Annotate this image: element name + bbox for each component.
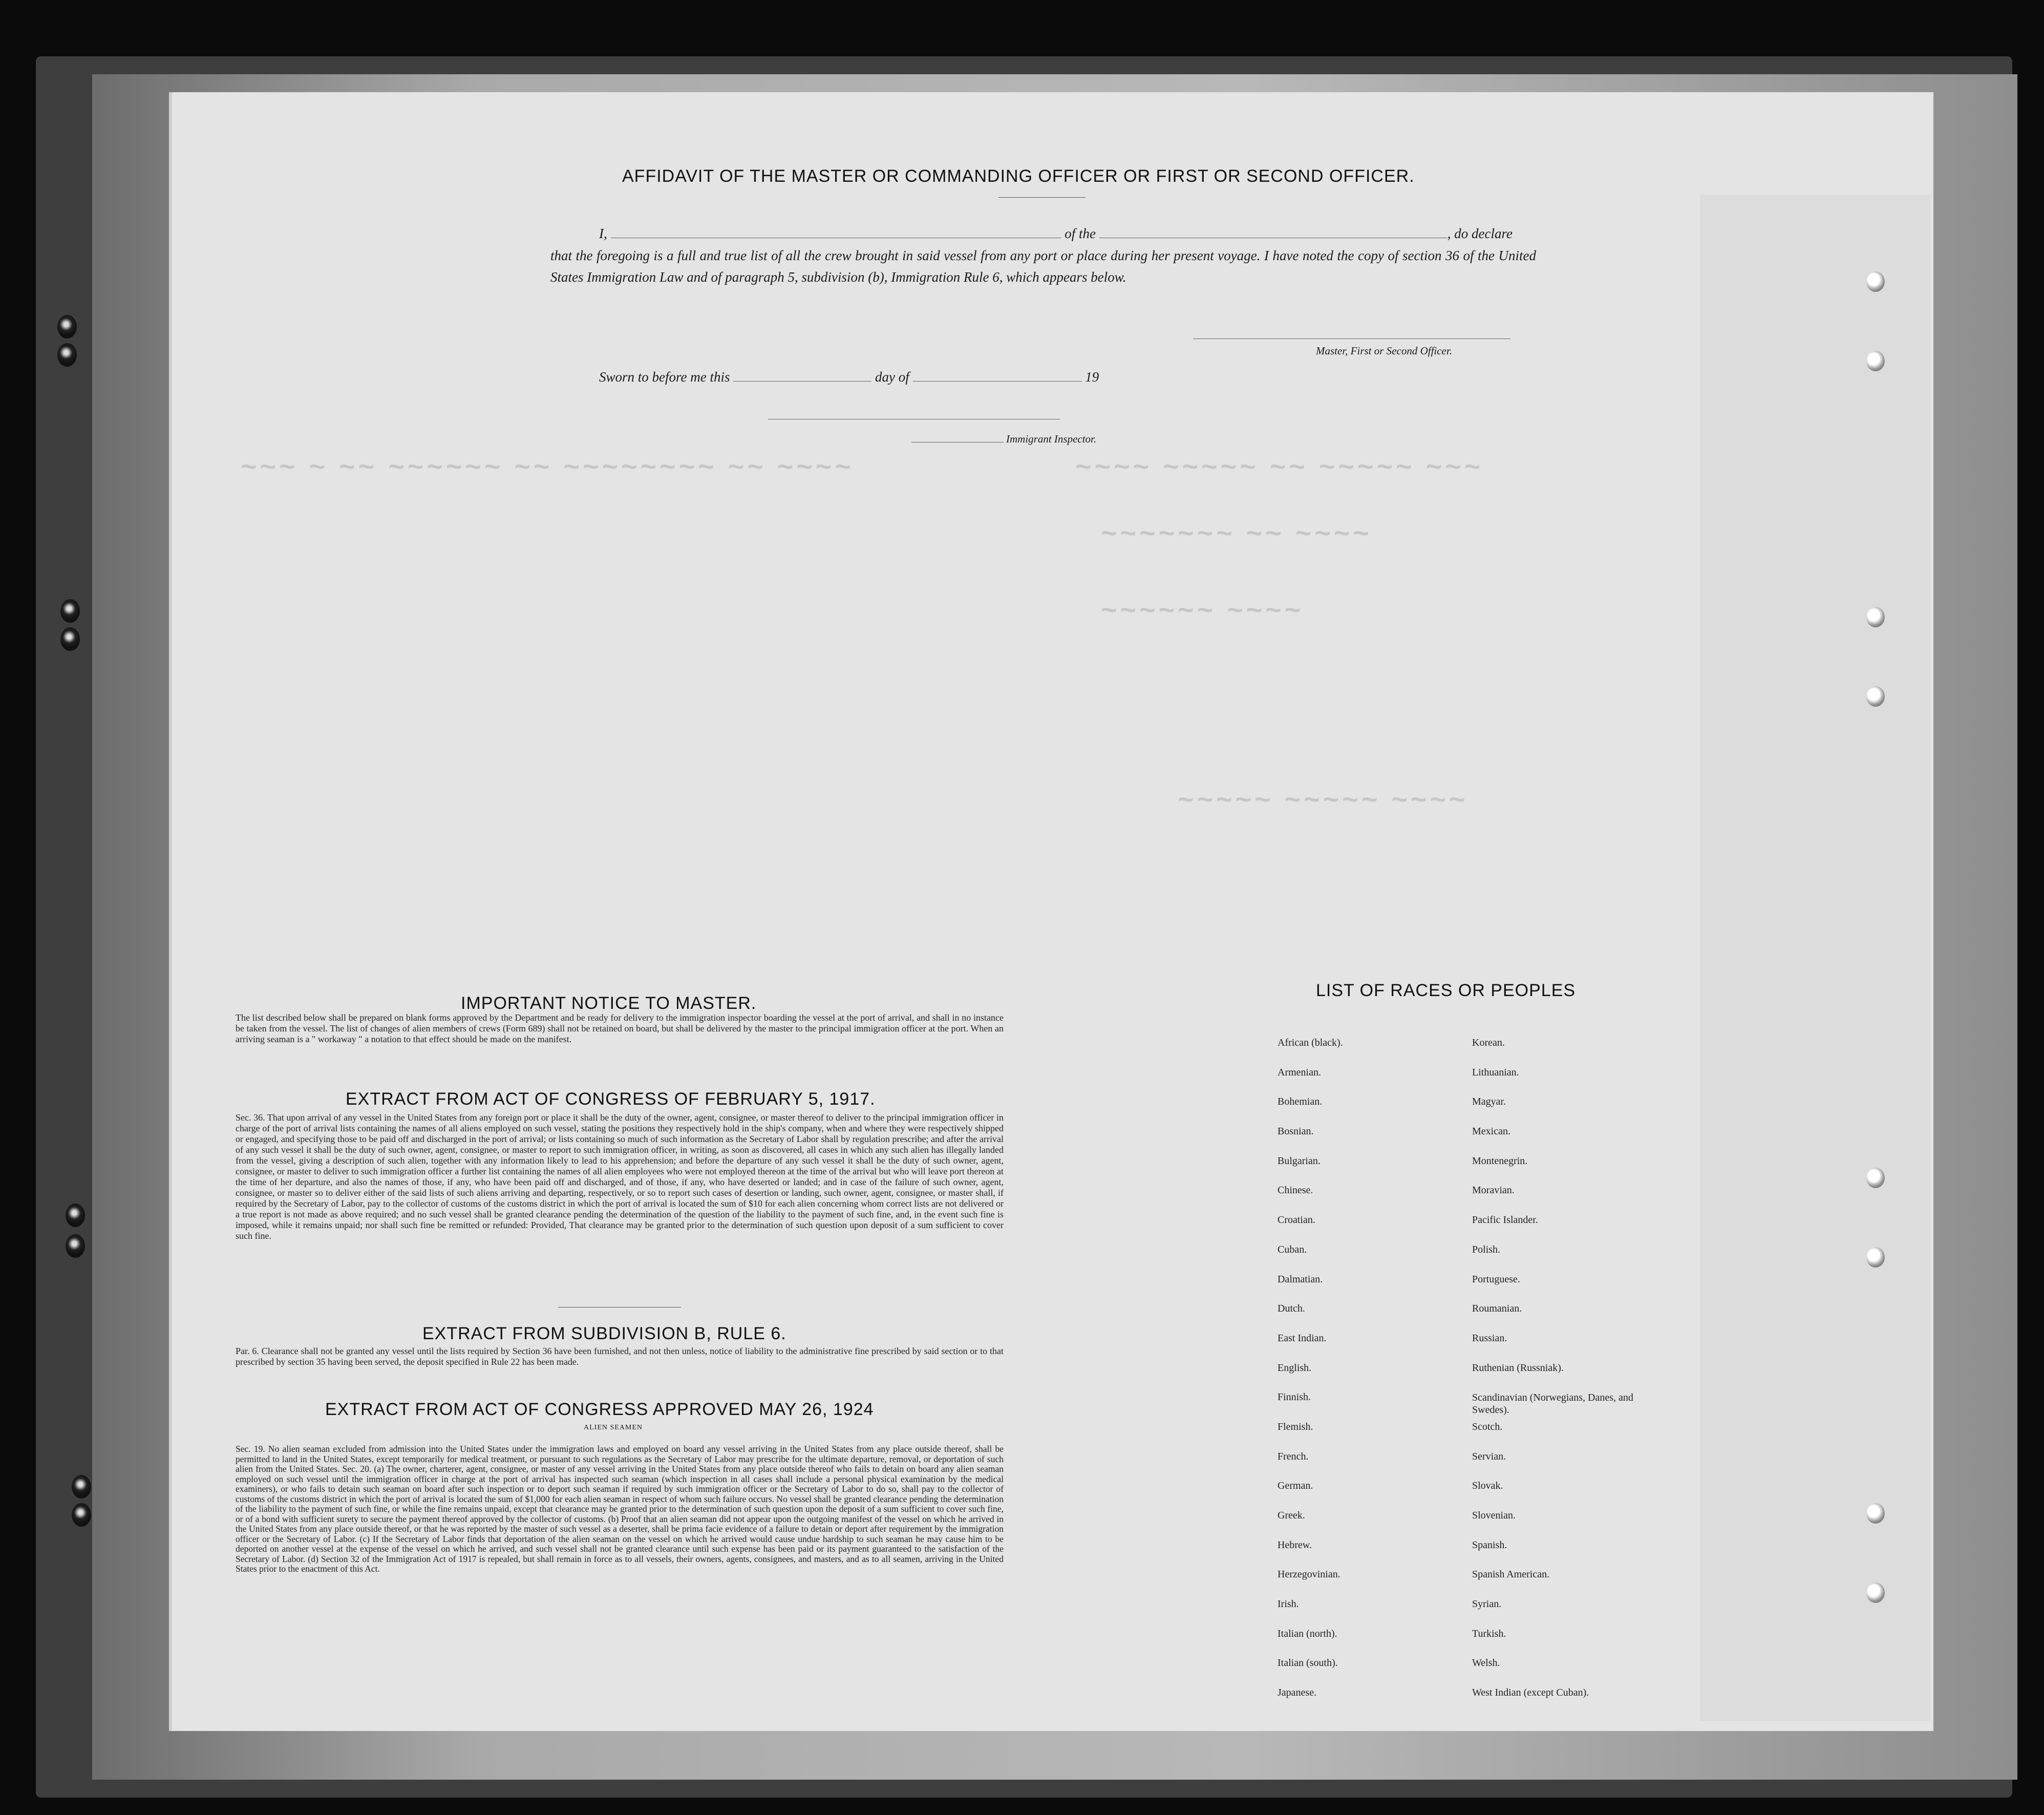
binder-hole	[57, 315, 77, 339]
of-the-label: of the	[1064, 226, 1096, 241]
race-item: French.	[1278, 1450, 1309, 1462]
punch-hole	[1866, 1168, 1885, 1188]
race-item: Ruthenian (Russniak).	[1472, 1362, 1564, 1374]
extract-rule6-title: EXTRACT FROM SUBDIVISION B, RULE 6.	[422, 1324, 786, 1343]
race-item: Greek.	[1278, 1510, 1305, 1521]
binder-hole	[60, 599, 80, 623]
race-item: Pacific Islander.	[1472, 1214, 1538, 1226]
affidavit-title: AFFIDAVIT OF THE MASTER OR COMMANDING OFFICER OR FIRST OR SECOND OFFICER.	[622, 166, 1415, 186]
extract-1917-text: Sec. 36. That upon arrival of any vessel in the United States from any foreign port or place it shall be the duty of the owner, agent, consignee, or master thereof to deliver to the principal immigration officer in charge of the port of arrival lists containing the names of all aliens employed on such vessel, stating the positions they respectively hold in the ship's company, when and where they were respectively shipped or engaged, and specifying those to be paid off and discharged in the port of arrival; or lists containing so much of such information as the Secretary of Labor shall by regulation prescribe; and after the arrival of any such vessel it shall be the duty of such owner, agent, consignee, or master to report to such immigration officer, in writing, as soon as discovered, all cases in which any such alien has illegally landed from the vessel, giving a description of such alien, together with any information likely to lead to his apprehension; and before the departure of any such vessel it shall be the duty of such owner, agent, consignee, or master to deliver to such immigration officer a further list containing the names of all alien employees who were not employed thereon at the time of the arrival but who will leave port thereon at the time of her departure, and also the names of those, if any, who have been paid off and discharged, and of those, if any, who have deserted or landed; and in case of the failure of such owner, agent, consignee, or master so to deliver either of the said lists of such aliens arriving and departing, respectively, or so to report such cases of desertion or landing, such owner, agent, consignee, or master shall, if required by the Secretary of Labor, pay to the collector of customs of the customs district in which the port of arrival is located the sum of $10 for each alien concerning whom correct lists are not delivered or a true report is not made as above required; and no such vessel shall be granted clearance pending the determination of the question of the liability to the payment of such fine, and, in the event such fine is imposed, while it remains unpaid; nor shall such fine be remitted or refunded: Provided, That clearance may be granted prior to the determination of such question upon deposit of a sum sufficient to cover such fine.	[236, 1112, 1004, 1241]
punch-hole	[1866, 271, 1885, 292]
binder-hole	[57, 343, 77, 367]
race-item: Armenian.	[1278, 1066, 1321, 1078]
races-title: LIST OF RACES OR PEOPLES	[1316, 981, 1576, 1000]
race-item: Slovenian.	[1472, 1510, 1516, 1521]
race-item: Mexican.	[1472, 1126, 1510, 1137]
race-item: Italian (south).	[1278, 1657, 1338, 1669]
race-item: Portuguese.	[1472, 1273, 1520, 1285]
race-item: Bulgarian.	[1278, 1155, 1321, 1167]
notice-title: IMPORTANT NOTICE TO MASTER.	[461, 994, 757, 1013]
race-item: Cuban.	[1278, 1243, 1307, 1255]
affidavit-declaration-line	[599, 223, 1513, 244]
race-item: Turkish.	[1472, 1628, 1506, 1639]
race-item: Dalmatian.	[1278, 1273, 1323, 1285]
race-item: Spanish American.	[1472, 1569, 1550, 1580]
punch-hole	[1866, 1247, 1885, 1268]
bleed-through: ~~~~~~ ~~~~	[1101, 595, 1304, 625]
race-item: Hebrew.	[1278, 1539, 1312, 1551]
binder-hole	[72, 1503, 91, 1527]
race-item: Herzegovinian.	[1278, 1569, 1340, 1580]
inspector-signature-field[interactable]	[768, 418, 1060, 419]
extract-1917-title: EXTRACT FROM ACT OF CONGRESS OF FEBRUARY 5, 1917.	[346, 1089, 876, 1109]
punch-hole	[1866, 1582, 1885, 1603]
extract-rule6-text: Par. 6. Clearance shall not be granted any vessel until the lists required by Section 36 have been furnished, and not then unless, notice of liability to the administrative fine prescribed by said section or to that prescribed by section 35 having been served, the deposit specified in Rule 22 has been made.	[236, 1346, 1004, 1367]
sworn-day-field[interactable]	[733, 381, 871, 382]
master-signature-field[interactable]	[1193, 338, 1510, 339]
race-item: Bosnian.	[1278, 1126, 1314, 1137]
binder-hole	[66, 1204, 85, 1227]
race-item: Moravian.	[1472, 1185, 1515, 1196]
bleed-through: ~~~~~ ~~~~~ ~~~~	[1178, 784, 1468, 815]
extract-1924-subtitle: ALIEN SEAMEN	[584, 1424, 643, 1431]
master-label: Master, First or Second Officer.	[1316, 345, 1452, 357]
do-declare-label: , do declare	[1447, 226, 1513, 241]
race-item: Montenegrin.	[1472, 1155, 1528, 1167]
race-item: East Indian.	[1278, 1332, 1327, 1344]
race-item: Dutch.	[1278, 1303, 1305, 1315]
sworn-month-field[interactable]	[913, 381, 1082, 382]
races-column-2	[1472, 1037, 1641, 1717]
race-item: Flemish.	[1278, 1421, 1313, 1432]
bleed-through: ~~~~ ~~~~~ ~~ ~~~~~ ~~~	[1075, 451, 1484, 482]
race-item: Italian (north).	[1278, 1628, 1337, 1639]
race-item: Russian.	[1472, 1332, 1507, 1344]
punch-hole	[1866, 351, 1885, 371]
binder-hole	[72, 1475, 91, 1499]
race-item: Irish.	[1278, 1598, 1299, 1610]
inspector-label: Immigrant Inspector.	[1006, 433, 1097, 445]
year-label: 19	[1085, 369, 1099, 385]
race-item: Polish.	[1472, 1243, 1501, 1255]
extract-1924-text: Sec. 19. No alien seaman excluded from admission into the United States under the immigration laws and employed on board any vessel arriving in the United States from any place outside thereof, shall be permitted to land in the United States, except temporarily for medical treatment, or pursuant to such regulations as the Secretary of Labor may prescribe for the ultimate departure, removal, or deportation of such alien from the United States. Sec. 20. (a) The owner, charterer, agent, consignee, or master of any vessel arriving in the United States from any place outside thereof who fails to detain on board any alien seaman employed on such vessel until the immigration officer in charge at the port of arrival has inspected such seaman (which inspection in all cases shall include a personal physical examination by the medical examiners), or who fails to detain such seaman on board after such inspection or to deport such seaman if required by such immigration officer or the Secretary of Labor to do so, shall pay to the collector of customs of the customs district in which the port of arrival is located the sum of $1,000 for each alien seaman in respect of whom such failure occurs. No vessel shall be granted clearance pending the determination of the liability to the payment of such fine, or while the fine remains unpaid, except that clearance may be granted prior to the determination of such question upon the deposit of a sum sufficient to cover such fine, or of a bond with sufficient surety to secure the payment thereof approved by the collector of customs. (b) Proof that an alien seaman did not appear upon the outgoing manifest of the vessel on which he arrived in the United States from any place outside thereof, or that he was reported by the master of such vessel as a deserter, shall be prima facie evidence of a failure to detain or deport after requirement by the immigration officer or the Secretary of Labor. (c) If the Secretary of Labor finds that deportation of the alien seaman on the vessel on which he arrived would cause undue hardship to such seaman he may cause him to be deported on another vessel at the expense of the vessel on which he arrived, and such vessel shall not be granted clearance until such expense has been paid or its payment guaranteed to the satisfaction of the Secretary of Labor. (d) Section 32 of the Immigration Act of 1917 is repealed, but shall remain in force as to all vessels, their owners, agents, consignees, and masters, and as to all seamen, arriving in the United States prior to the enactment of this Act.	[236, 1444, 1004, 1574]
race-item: Finnish.	[1278, 1391, 1311, 1403]
sworn-label: Sworn to before me this	[599, 369, 730, 385]
race-item: Lithuanian.	[1472, 1066, 1519, 1078]
race-item: Japanese.	[1278, 1687, 1317, 1699]
race-item: Roumanian.	[1472, 1303, 1522, 1315]
bleed-through: ~~~ ~ ~~ ~~~~~~ ~~ ~~~~~~~~ ~~ ~~~~	[241, 451, 855, 482]
race-item: Servian.	[1472, 1450, 1506, 1462]
race-item: Scandinavian (Norwegians, Danes, and Swedes).	[1472, 1392, 1633, 1416]
race-item: Welsh.	[1472, 1657, 1500, 1669]
punch-hole	[1866, 607, 1885, 627]
notice-text: The list described below shall be prepared on blank forms approved by the Department and be ready for delivery to the immigration inspector boarding the vessel at the port of arrival, and shall in no instance be taken from the vessel. The list of changes of alien members of crews (Form 689) shall not be retained on board, but shall be delivered by the master to the principal immigration officer at the port. When an arriving seaman is a " workaway " a notation to that effect should be made on the manifest.	[236, 1012, 1004, 1044]
punch-hole	[1866, 1503, 1885, 1524]
race-item: African (black).	[1278, 1037, 1343, 1048]
race-item: Syrian.	[1472, 1598, 1502, 1610]
race-item: Chinese.	[1278, 1185, 1313, 1196]
divider	[998, 197, 1085, 198]
bleed-through: ~~~~~~~ ~~ ~~~~	[1101, 518, 1372, 548]
race-item: Korean.	[1472, 1037, 1505, 1048]
i-label: I,	[599, 226, 607, 241]
day-of-label: day of	[875, 369, 909, 385]
race-item: Spanish.	[1472, 1539, 1507, 1551]
races-column-1	[1278, 1037, 1343, 1717]
inspector-signature-field-2[interactable]	[911, 441, 1004, 442]
race-item: Magyar.	[1472, 1096, 1506, 1108]
race-item: Slovak.	[1472, 1480, 1503, 1492]
race-item: Scotch.	[1472, 1421, 1503, 1432]
extract-1924-title: EXTRACT FROM ACT OF CONGRESS APPROVED MAY 26, 1924	[325, 1400, 874, 1419]
sheet-overlap	[1700, 195, 1930, 1721]
race-item: West Indian (except Cuban).	[1472, 1687, 1589, 1699]
race-item: Bohemian.	[1278, 1096, 1323, 1108]
binder-hole	[60, 627, 80, 651]
affidavit-body: that the foregoing is a full and true list of all the crew brought in said vessel from any port or place during her present voyage. I have noted the copy of section 36 of the United States Immigration Law and of paragraph 5, subdivision (b), Immigration Rule 6, which appears below.	[550, 248, 1536, 285]
race-item: German.	[1278, 1480, 1313, 1492]
race-item: Croatian.	[1278, 1214, 1315, 1226]
punch-hole	[1866, 686, 1885, 707]
sworn-line	[599, 366, 1099, 388]
binder-hole	[66, 1234, 85, 1258]
race-item: English.	[1278, 1362, 1312, 1374]
